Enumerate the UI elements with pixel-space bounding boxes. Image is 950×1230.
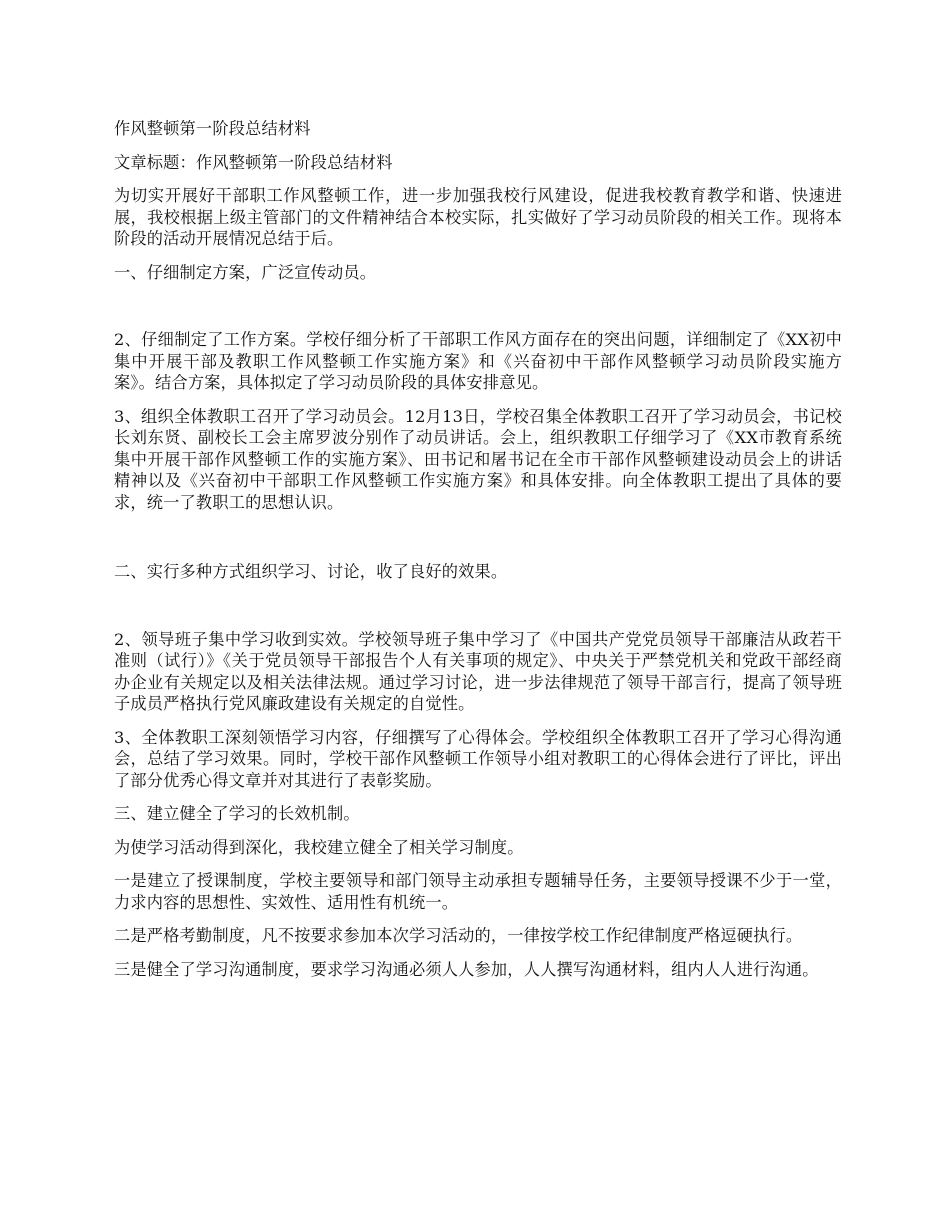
section-3-point-1: 一是建立了授课制度，学校主要领导和部门领导主动承担专题辅导任务，主要领导授课不少于一堂，力求内容的思想性、实效性、适用性有机统一。: [114, 871, 842, 912]
section-1-item-3: 3、组织全体教职工召开了学习动员会。12月13日，学校召集全体教职工召开了学习动员会，书记校长刘东贤、副校长工会主席罗波分别作了动员讲话。会上，组织教职工仔细学习了《XX市教育系统集中开展干部作风整顿工作的实施方案》、田书记和屠书记在全市干部作风整顿建设动员会上的讲话精神以及《兴奋初中干部职工作风整顿工作实施方案》和具体安排。向全体教职工提出了具体的要求，统一了教职工的思想认识。: [114, 406, 842, 512]
spacer: [114, 295, 842, 329]
intro-paragraph: 为切实开展好干部职工作风整顿工作，进一步加强我校行风建设，促进我校教育教学和谐、快速进展，我校根据上级主管部门的文件精神结合本校实际，扎实做好了学习动员阶段的相关工作。现将本阶段的活动开展情况总结于后。: [114, 186, 842, 248]
section-3-point-2: 二是严格考勤制度，凡不按要求参加本次学习活动的，一律按学校工作纪律制度严格逗硬执行。: [114, 926, 803, 945]
section-3-intro: 为使学习活动得到深化，我校建立健全了相关学习制度。: [114, 837, 524, 857]
section-1-heading: 一、仔细制定方案，广泛宣传动员。: [114, 262, 377, 282]
section-3-point-3: 三是健全了学习沟通制度，要求学习沟通必须人人参加，人人撰写沟通材料，组内人人进行沟通。: [114, 959, 819, 979]
spacer: [114, 595, 842, 629]
spacer: [114, 525, 842, 561]
document-body: [114, 118, 842, 992]
section-1-item-2: 2、仔细制定了工作方案。学校仔细分析了干部职工作风方面存在的突出问题，详细制定了《XX初中集中开展干部及教职工作风整顿工作实施方案》和《兴奋初中干部作风整顿学习动员阶段实施方案》。结合方案，具体拟定了学习动员阶段的具体安排意见。: [114, 330, 842, 392]
section-3-heading: 三、建立健全了学习的长效机制。: [114, 804, 360, 823]
article-title-line: 文章标题：作风整顿第一阶段总结材料: [114, 152, 393, 172]
section-2-item-3: 3、全体教职工深刻领悟学习内容，仔细撰写了心得体会。学校组织全体教职工召开了学习心得沟通会，总结了学习效果。同时，学校干部作风整顿工作领导小组对教职工的心得体会进行了评比，评出了部分优秀心得文章并对其进行了表彰奖励。: [114, 727, 842, 790]
section-2-heading: 二、实行多种方式组织学习、讨论，收了良好的效果。: [114, 562, 508, 581]
section-2-item-2: 2、领导班子集中学习收到实效。学校领导班子集中学习了《中国共产党党员领导干部廉洁从政若干准则（试行）》《关于党员领导干部报告个人有关事项的规定》、中央关于严禁党机关和党政干部经商办企业有关规定以及相关法律法规。通过学习讨论，进一步法律规范了领导干部言行，提高了领导班子成员严格执行党风廉政建设有关规定的自觉性。: [114, 629, 842, 713]
document-title: 作风整顿第一阶段总结材料: [114, 119, 311, 138]
